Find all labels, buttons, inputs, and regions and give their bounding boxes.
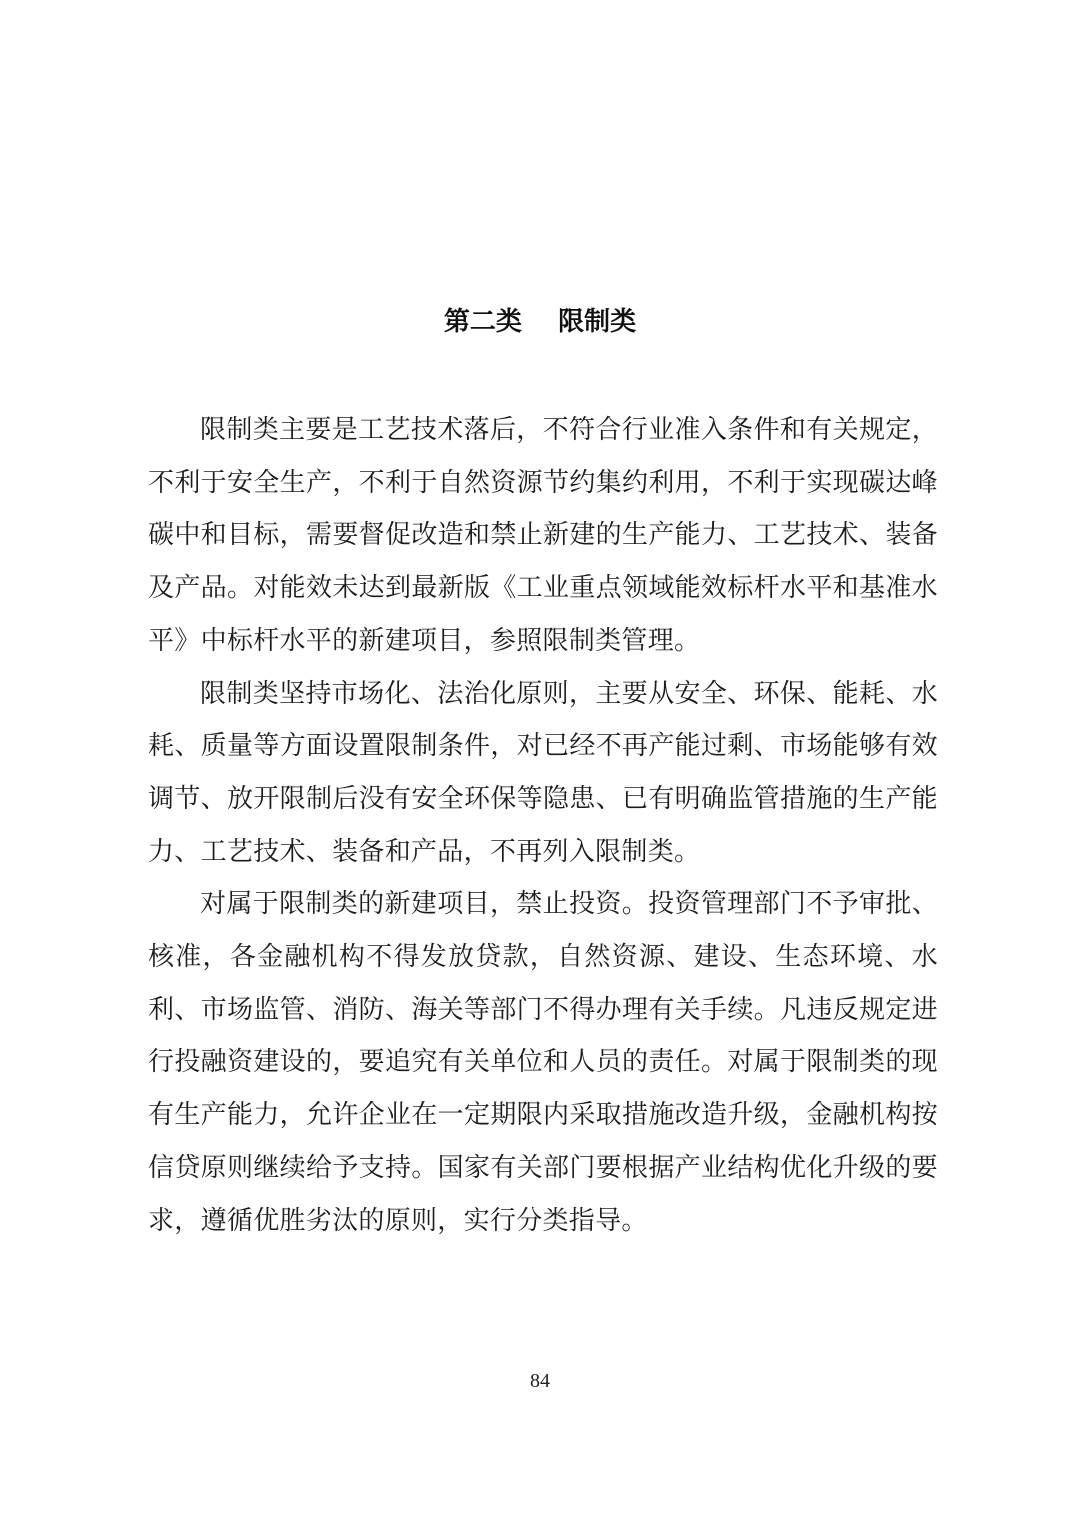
paragraph-2: 限制类坚持市场化、法治化原则，主要从安全、环保、能耗、水耗、质量等方面设置限制条件，对已经不再产能过剩、市场能够有效调节、放开限制后没有安全环保等隐患、已有明确监管措施的生产能力、工艺技术、装备和产品，不再列入限制类。	[148, 678, 938, 867]
paragraph-3: 对属于限制类的新建项目，禁止投资。投资管理部门不予审批、核准，各金融机构不得发放贷款，自然资源、建设、生态环境、水利、市场监管、消防、海关等部门不得办理有关手续。凡违反规定进行投融资建设的，要追究有关单位和人员的责任。对属于限制类的现有生产能力，允许企业在一定期限内采取措施改造升级，金融机构按信贷原则继续给予支持。国家有关部门要根据产业结构优化升级的要求，遵循优胜劣汰的原则，实行分类指导。	[148, 889, 938, 1236]
paragraph-1: 限制类主要是工艺技术落后，不符合行业准入条件和有关规定，不利于安全生产，不利于自然资源节约集约利用，不利于实现碳达峰碳中和目标，需要督促改造和禁止新建的生产能力、工艺技术、装备及产品。对能效未达到最新版《工业重点领域能效标杆水平和基准水平》中标杆水平的新建项目，参照限制类管理。	[148, 415, 938, 656]
body-text	[148, 404, 938, 1247]
page-number: 84	[530, 1370, 550, 1392]
section-title: 第二类 限制类	[443, 307, 637, 337]
